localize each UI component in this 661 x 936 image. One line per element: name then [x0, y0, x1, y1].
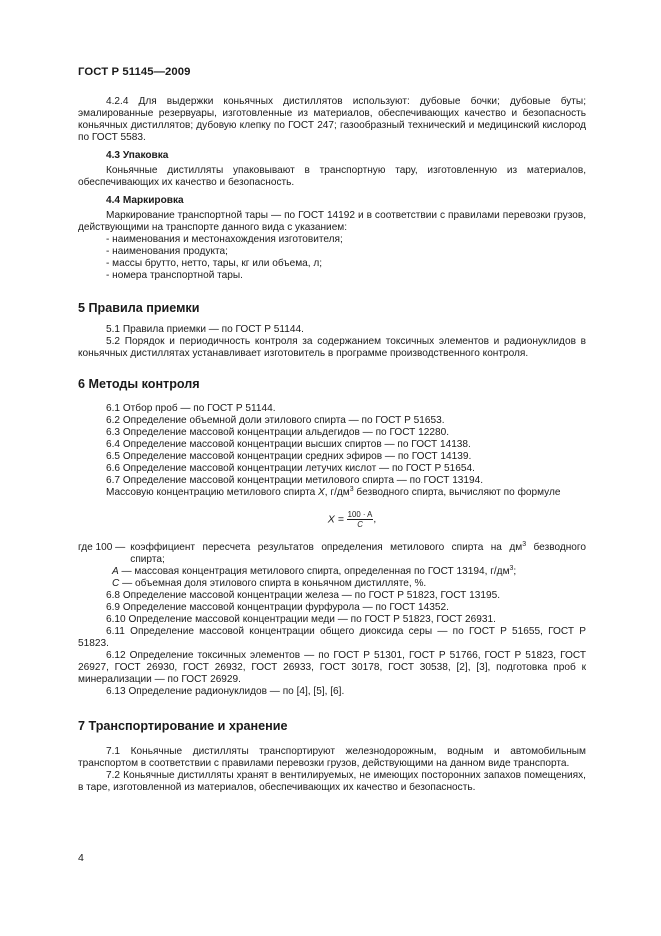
definition-a: A — массовая концентрация метилового спирта, определенная по ГОСТ 13194, $г/дм^3$;	[112, 565, 517, 577]
formula-intro: Массовую концентрацию метилового спирта X, $г/дм^3$ безводного спирта, вычисляют по формуле	[106, 486, 561, 498]
clause-4-2-4: 4.2.4 Для выдержки коньячных дистиллятов используют: дубовые бочки; дубовые буты; эмалированные резервуары, изготовленные из материалов, обеспечивающих качество и безопасность коньячных дистиллятов; дубовую клепку по ГОСТ 247; газообразный технический и медицинский кислород по ГОСТ 5583.	[78, 96, 586, 143]
clause-6-11: 6.11 Определение массовой концентрации общего диоксида серы — по ГОСТ Р 51655, ГОСТ Р 51823.	[78, 626, 586, 649]
where-label: где 100 —	[78, 542, 126, 553]
methanol-formula	[78, 510, 586, 534]
marking-list-item: - номера транспортной тары.	[106, 270, 243, 281]
clause-7-2: 7.2 Коньячные дистилляты хранят в вентилируемых, не имеющих посторонних запахов помещениях, в таре, изготовленной из материалов, обеспечивающих их качество и безопасность.	[78, 770, 586, 793]
marking-list-item: - наименования продукта;	[106, 246, 228, 257]
clause-4-4-intro: Маркирование транспортной тары — по ГОСТ 14192 и в соответствии с правилами перевозки грузов, действующими на транспорте данного вида с указанием:	[78, 210, 586, 233]
clause-6-12: 6.12 Определение токсичных элементов — по ГОСТ Р 51301, ГОСТ Р 51766, ГОСТ Р 51823, ГОСТ 26927, ГОСТ 26930, ГОСТ 26932, ГОСТ 26933, ГОСТ 30178, ГОСТ 30538, [2], [3], подготовка проб к минерализации — по ГОСТ 26929.	[78, 650, 586, 685]
formula-lhs: X =	[327, 513, 344, 526]
clause-6-9: 6.9 Определение массовой концентрации фурфурола — по ГОСТ 14352.	[106, 602, 449, 613]
clause-6-10: 6.10 Определение массовой концентрации меди — по ГОСТ Р 51823, ГОСТ 26931.	[106, 614, 496, 625]
definition-c: C — объемная доля этилового спирта в коньячном дистилляте, %.	[112, 578, 427, 589]
clause-6-1: 6.1 Отбор проб — по ГОСТ Р 51144.	[106, 403, 276, 414]
marking-list-item: - массы брутто, нетто, тары, кг или объема, л;	[106, 258, 323, 269]
formula-fraction	[347, 510, 377, 529]
clause-5-2: 5.2 Порядок и периодичность контроля за содержанием токсичных элементов и радионуклидов в коньячных дистиллятах устанавливает изготовитель в программе производственного контроля.	[78, 336, 586, 359]
section-6-title: 6 Методы контроля	[78, 377, 200, 391]
document-body	[78, 96, 586, 794]
clause-6-4: 6.4 Определение массовой концентрации высших спиртов — по ГОСТ 14138.	[106, 439, 471, 450]
document-header: ГОСТ Р 51145—2009	[78, 66, 191, 78]
clause-4-3-heading: 4.3 Упаковка	[106, 150, 169, 161]
clause-6-3: 6.3 Определение массовой концентрации альдегидов — по ГОСТ 12280.	[106, 427, 450, 438]
where-text: коэффициент пересчета результатов определения метилового спирта на $дм^3$ безводного спирта;	[130, 541, 586, 565]
clause-6-7: 6.7 Определение массовой концентрации метилового спирта — по ГОСТ 13194.	[106, 475, 484, 486]
clause-7-1: 7.1 Коньячные дистилляты транспортируют железнодорожным, водным и автомобильным транспортом в соответствии с правилами перевозки грузов, действующими на данном виде транспорта.	[78, 746, 586, 769]
marking-list-item: - наименования и местонахождения изготовителя;	[106, 234, 343, 245]
clause-6-8: 6.8 Определение массовой концентрации железа — по ГОСТ Р 51823, ГОСТ 13195.	[106, 590, 500, 601]
clause-4-3-text: Коньячные дистилляты упаковывают в транспортную тару, изготовленную из материалов, обеспечивающих их качество и безопасность.	[78, 165, 586, 188]
section-7-title: 7 Транспортирование и хранение	[78, 719, 288, 733]
clause-6-2: 6.2 Определение объемной доли этилового спирта — по ГОСТ Р 51653.	[106, 415, 445, 426]
clause-4-4-heading: 4.4 Маркировка	[106, 195, 184, 206]
clause-6-6: 6.6 Определение массовой концентрации летучих кислот — по ГОСТ Р 51654.	[106, 463, 475, 474]
clause-5-1: 5.1 Правила приемки — по ГОСТ Р 51144.	[106, 324, 304, 335]
clause-6-13: 6.13 Определение радионуклидов — по [4], [5], [6].	[106, 686, 345, 697]
clause-6-5: 6.5 Определение массовой концентрации средних эфиров — по ГОСТ 14139.	[106, 451, 472, 462]
formula-denominator: C	[357, 520, 363, 529]
section-5-title: 5 Правила приемки	[78, 301, 200, 315]
page-number: 4	[78, 852, 84, 864]
formula-end: ,	[373, 514, 377, 526]
formula-numerator: 100 · A	[347, 510, 373, 519]
formula-where	[78, 542, 586, 566]
